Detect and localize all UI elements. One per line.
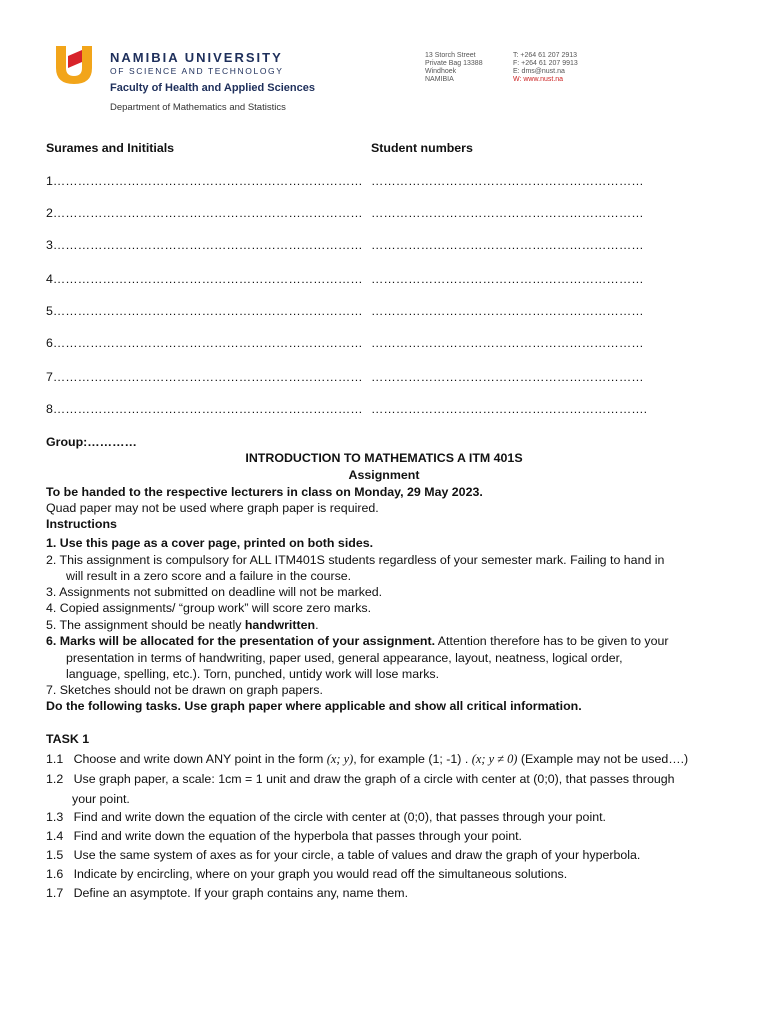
- contact-website: W: www.nust.na: [513, 76, 564, 83]
- contact-phone: T: +264 61 207 2913: [513, 52, 578, 59]
- surnames-header: Surames and Inititials: [46, 141, 175, 155]
- number-line-3[interactable]: …………………………………………………………: [371, 238, 644, 252]
- instruction-5-end: .: [315, 618, 319, 632]
- number-line-5[interactable]: …………………………………………………………: [371, 304, 644, 318]
- name-line-8[interactable]: 8…………………………………………………………………: [46, 402, 363, 416]
- instruction-5-emphasis: handwritten: [244, 618, 316, 632]
- instruction-1: 1. Use this page as a cover page, printed on both sides.: [46, 536, 374, 550]
- instructions-heading: Instructions: [46, 517, 117, 531]
- instruction-6-emphasis: 6. Marks will be allocated for the presentation of your assignment.: [46, 634, 436, 648]
- instruction-5-text: 5. The assignment should be neatly: [46, 618, 245, 632]
- number-line-8[interactable]: ………………………………………………………….: [371, 402, 648, 416]
- student-numbers-header: Student numbers: [371, 141, 473, 155]
- question-1-2: [46, 772, 675, 787]
- address-line: Private Bag 13388: [425, 60, 483, 67]
- contact-email: E: dms@nust.na: [513, 68, 565, 75]
- number-line-2[interactable]: …………………………………………………………: [371, 206, 644, 220]
- address-line: 13 Storch Street: [425, 52, 476, 59]
- instruction-6-cont: presentation in terms of handwriting, paper used, general appearance, layout, neatness, logical order,: [66, 651, 623, 665]
- question-1-6: [46, 867, 567, 882]
- number-line-6[interactable]: …………………………………………………………: [371, 336, 644, 350]
- name-line-5[interactable]: 5…………………………………………………………………: [46, 304, 363, 318]
- question-1-2-cont: your point.: [72, 792, 130, 806]
- name-line-3[interactable]: 3…………………………………………………………………: [46, 238, 363, 252]
- group-field[interactable]: Group:…………: [46, 435, 137, 449]
- math-point-form: (x; y): [326, 752, 354, 766]
- name-line-6[interactable]: 6…………………………………………………………………: [46, 336, 363, 350]
- hand-in-notice: To be handed to the respective lecturers in class on Monday, 29 May 2023.: [46, 485, 483, 499]
- math-condition: (x; y ≠ 0): [471, 752, 518, 766]
- name-line-4[interactable]: 4…………………………………………………………………: [46, 272, 363, 286]
- name-line-7[interactable]: 7…………………………………………………………………: [46, 370, 363, 384]
- question-text: Indicate by encircling, where on your graph you would read off the simultaneous solutions.: [73, 867, 568, 881]
- department-name: Department of Mathematics and Statistics: [110, 102, 286, 113]
- contact-fax: F: +264 61 207 9913: [513, 60, 578, 67]
- question-1-5: [46, 848, 640, 863]
- question-number: 1.5: [46, 848, 64, 862]
- number-line-1[interactable]: …………………………………………………………: [371, 174, 644, 188]
- faculty-name: Faculty of Health and Applied Sciences: [110, 82, 315, 94]
- question-text: Use graph paper, a scale: 1cm = 1 unit and draw the graph of a circle with center at (0;0), that passes through: [73, 772, 675, 786]
- instruction-2: 2. This assignment is compulsory for ALL ITM401S students regardless of your semester mark. Failing to hand in: [46, 553, 665, 567]
- question-1-1: [46, 752, 688, 767]
- question-1-7: [46, 886, 408, 901]
- instruction-2-cont: will result in a zero score and a failure in the course.: [66, 569, 352, 583]
- assignment-subtitle: Assignment: [348, 468, 420, 482]
- task1-heading: TASK 1: [46, 732, 90, 746]
- quad-paper-note: Quad paper may not be used where graph paper is required.: [46, 501, 379, 515]
- university-name-sub: OF SCIENCE AND TECHNOLOGY: [110, 66, 284, 76]
- instruction-3: 3. Assignments not submitted on deadline will not be marked.: [46, 585, 383, 599]
- question-number: 1.4: [46, 829, 64, 843]
- question-1-3: [46, 810, 606, 825]
- number-line-7[interactable]: …………………………………………………………: [371, 370, 644, 384]
- question-number: 1.3: [46, 810, 64, 824]
- question-text: Find and write down the equation of the circle with center at (0;0), that passes through your point.: [73, 810, 606, 824]
- number-line-4[interactable]: …………………………………………………………: [371, 272, 644, 286]
- university-name: NAMIBIA UNIVERSITY: [110, 50, 283, 65]
- instruction-5: [46, 618, 319, 633]
- address-line: Windhoek: [425, 68, 457, 75]
- do-tasks-notice: Do the following tasks. Use graph paper where applicable and show all critical information.: [46, 699, 582, 713]
- address-line: NAMIBIA: [425, 76, 454, 83]
- instruction-6: [46, 634, 669, 649]
- name-line-1[interactable]: 1…………………………………………………………………: [46, 174, 363, 188]
- question-number: 1.2: [46, 772, 64, 786]
- question-text: Use the same system of axes as for your circle, a table of values and draw the graph of your hyperbola.: [73, 848, 641, 862]
- university-logo-icon: [52, 42, 96, 86]
- question-text: (Example may not be used….): [517, 752, 689, 766]
- question-text: Choose and write down ANY point in the form: [73, 752, 327, 766]
- question-number: 1.7: [46, 886, 64, 900]
- instruction-6-cont: language, spelling, etc.). Torn, punched, untidy work will lose marks.: [66, 667, 440, 681]
- question-number: 1.1: [46, 752, 64, 766]
- question-text: Find and write down the equation of the hyperbola that passes through your point.: [73, 829, 522, 843]
- instruction-6-text: Attention therefore has to be given to your: [435, 634, 669, 648]
- instruction-7: 7. Sketches should not be drawn on graph papers.: [46, 683, 323, 697]
- question-number: 1.6: [46, 867, 64, 881]
- question-text: , for example (1; -1) .: [353, 752, 472, 766]
- course-title: INTRODUCTION TO MATHEMATICS A ITM 401S: [245, 451, 523, 465]
- question-1-4: [46, 829, 522, 844]
- name-line-2[interactable]: 2…………………………………………………………………: [46, 206, 363, 220]
- question-text: Define an asymptote. If your graph contains any, name them.: [73, 886, 409, 900]
- instruction-4: 4. Copied assignments/ “group work” will score zero marks.: [46, 601, 372, 615]
